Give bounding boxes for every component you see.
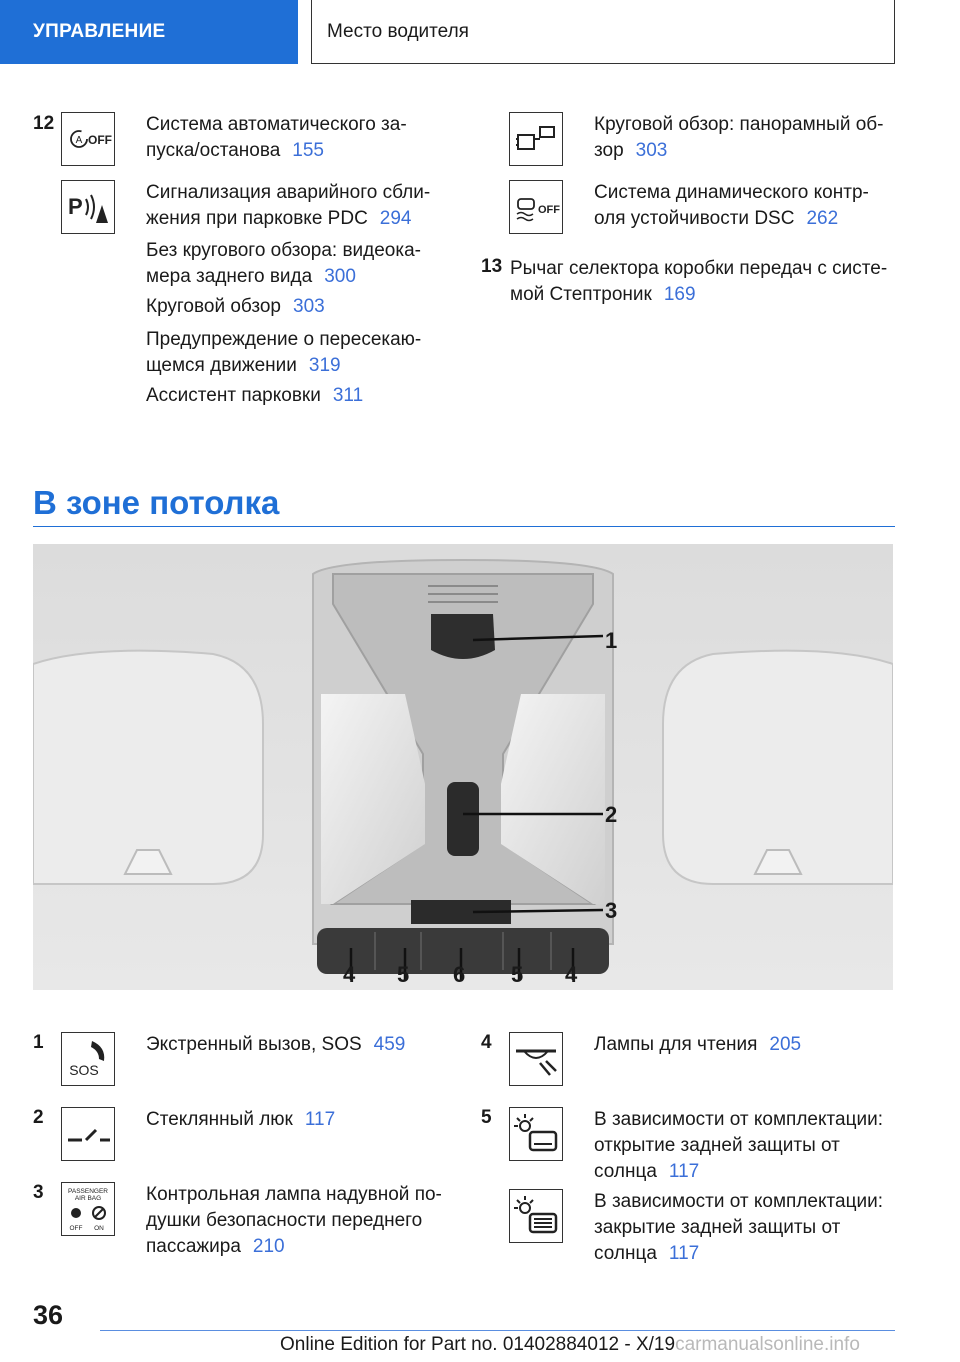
entry-sunblind-open: В зависимости от комплектации: открытие задней защиты от солнца 117: [594, 1109, 883, 1182]
passenger-airbag-icon: [61, 1182, 115, 1236]
photo-callout: 3: [605, 898, 618, 923]
entry-parking-assistant: Ассистент парковки 311: [146, 385, 364, 406]
svg-text:OFF: OFF: [538, 204, 560, 216]
page-link[interactable]: 117: [668, 1161, 700, 1182]
photo-callout: 6: [453, 962, 466, 987]
svg-text:OFF: OFF: [88, 133, 112, 147]
glass-roof-icon: [61, 1107, 115, 1161]
entry-rear-camera: Без кругового обзора: видеока- мера заднего вида 300: [146, 240, 421, 287]
page-link[interactable]: 303: [635, 140, 668, 161]
section-divider: [33, 526, 895, 527]
header-subsection-label: Место водителя: [327, 20, 469, 42]
watermark: carmanualsonline.info: [675, 1334, 860, 1355]
page-link[interactable]: 303: [293, 296, 325, 317]
svg-text:ON: ON: [94, 1225, 104, 1232]
header-section-tab[interactable]: [0, 0, 298, 64]
page-link[interactable]: 300: [324, 266, 356, 287]
photo-callout: 4: [343, 962, 356, 987]
page-link[interactable]: 117: [304, 1109, 336, 1130]
entry-pdc: Сигнализация аварийного сбли- жения при парковке PDC 294: [146, 182, 431, 229]
entry-sunblind-close: В зависимости от комплектации: закрытие задней защиты от солнца 117: [594, 1191, 883, 1264]
item-number: 4: [481, 1032, 492, 1053]
page-number: 36: [33, 1300, 64, 1330]
sunblind-close-icon: [509, 1189, 563, 1243]
photo-callout: 5: [397, 962, 410, 987]
entry-dsc: Система динамического контр- оля устойчивости DSC 262: [594, 182, 869, 229]
dsc-off-icon: [509, 180, 563, 234]
page-link[interactable]: 210: [252, 1236, 285, 1257]
svg-text:P: P: [68, 194, 83, 219]
page-link[interactable]: 294: [379, 208, 412, 229]
entry-panorama-view: Круговой обзор: панорамный об- зор 303: [594, 114, 884, 161]
footer-divider: [100, 1330, 895, 1331]
page-link[interactable]: 262: [806, 208, 839, 229]
panorama-view-icon: [509, 112, 563, 166]
header-section-label: УПРАВЛЕНИЕ: [33, 21, 166, 42]
page-link[interactable]: 311: [332, 385, 364, 406]
auto-start-stop-off-icon: [61, 112, 115, 166]
footer-text: Online Edition for Part no. 01402884012 - X/19: [280, 1334, 676, 1355]
footer: [280, 1334, 860, 1356]
page-link[interactable]: 169: [663, 284, 696, 305]
item-number: 3: [33, 1182, 44, 1203]
page-link[interactable]: 205: [769, 1034, 802, 1055]
item-number: 1: [33, 1032, 44, 1053]
svg-text:OFF: OFF: [69, 1225, 83, 1232]
svg-text:A: A: [75, 135, 83, 146]
entry-cross-traffic: Предупреждение о пересекаю- щемся движении 319: [146, 329, 422, 376]
photo-callout: 5: [511, 962, 524, 987]
item-number: 13: [481, 256, 503, 277]
page-link[interactable]: 117: [668, 1243, 700, 1264]
sunblind-open-icon: [509, 1107, 563, 1161]
entry-auto-start-stop: Система автоматического за- пуска/останова 155: [146, 114, 407, 161]
svg-text:AIR BAG: AIR BAG: [74, 1195, 102, 1202]
entry-surround-view: Круговой обзор 303: [146, 296, 325, 317]
svg-text:SOS: SOS: [69, 1062, 99, 1078]
sos-icon: [61, 1032, 115, 1086]
roof-console-photo: [33, 544, 893, 990]
photo-callout: 4: [565, 962, 578, 987]
page-link[interactable]: 319: [308, 355, 341, 376]
entry-sos: Экстренный вызов, SOS 459: [146, 1034, 406, 1055]
photo-callout: 2: [605, 802, 618, 827]
entry-reading-light: Лампы для чтения 205: [594, 1034, 802, 1055]
section-title: В зоне потолка: [33, 484, 280, 521]
page-link[interactable]: 155: [292, 140, 324, 161]
item-number: 12: [33, 113, 55, 134]
item-number: 5: [481, 1107, 492, 1128]
item-number: 2: [33, 1107, 44, 1128]
photo-callout: 1: [605, 628, 618, 653]
entry-steptronic: Рычаг селектора коробки передач с систе- мой Стептроник 169: [510, 258, 888, 305]
entry-glass-roof: Стеклянный люк 117: [146, 1109, 336, 1130]
header-subsection: [311, 0, 895, 64]
svg-text:PASSENGER: PASSENGER: [68, 1188, 108, 1195]
page-link[interactable]: 459: [373, 1034, 406, 1055]
pdc-parking-icon: [61, 180, 115, 234]
reading-light-icon: [509, 1032, 563, 1086]
entry-passenger-airbag: Контрольная лампа надувной по- душки безопасности переднего пассажира 210: [146, 1184, 442, 1257]
